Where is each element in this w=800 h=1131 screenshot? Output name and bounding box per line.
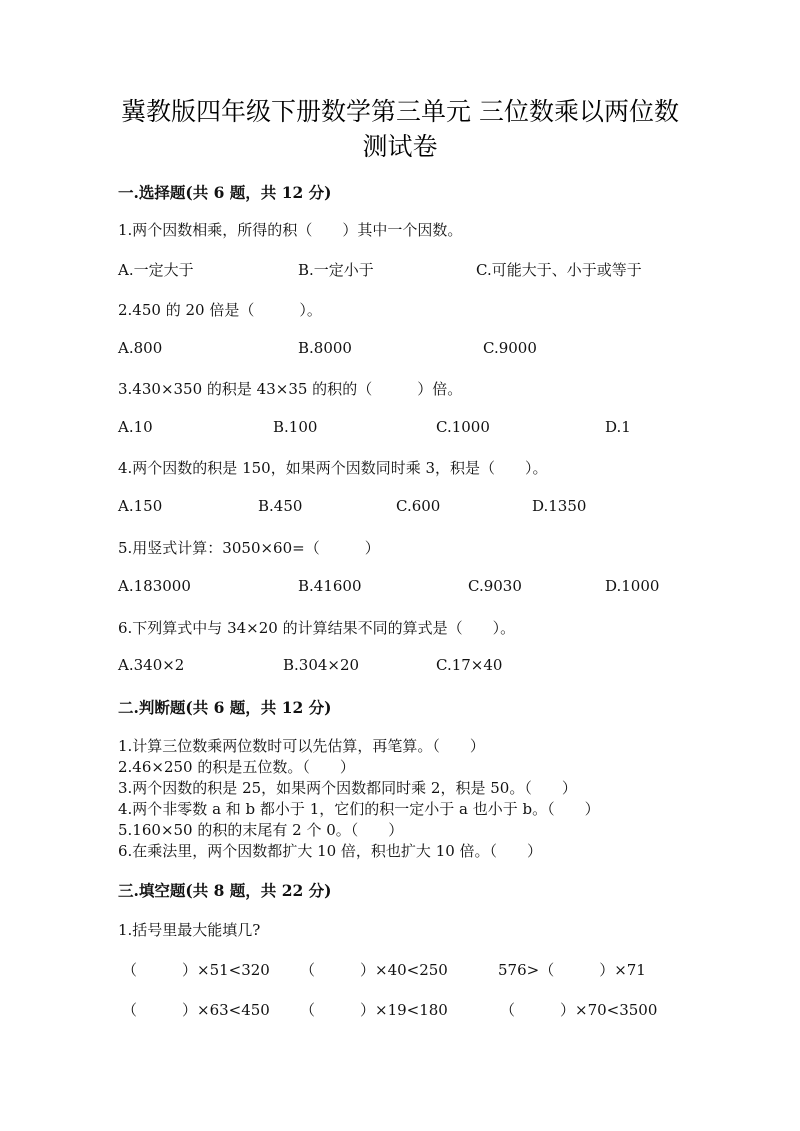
option-b: B.一定小于 [298, 261, 374, 279]
option-a: A.10 [118, 418, 153, 436]
question-text: 4.两个因数的积是 150，如果两个因数同时乘 3，积是（ ）。 [118, 459, 548, 477]
option-b: B.304×20 [283, 656, 360, 674]
section-heading-true-false: 二.判断题(共 6 题，共 12 分) [118, 698, 332, 717]
true-false-item: 6.在乘法里，两个因数都扩大 10 倍，积也扩大 10 倍。（ ） [118, 842, 543, 860]
option-a: A.340×2 [118, 656, 185, 674]
fill-blank-expression: （ ）×40<250 [300, 961, 448, 979]
option-d: D.1350 [532, 497, 587, 515]
option-c: C.1000 [436, 418, 490, 436]
option-c: C.可能大于、小于或等于 [476, 261, 642, 279]
section-heading-choice: 一.选择题(共 6 题，共 12 分) [118, 183, 332, 202]
option-c: C.17×40 [436, 656, 503, 674]
true-false-item: 5.160×50 的积的末尾有 2 个 0。（ ） [118, 821, 404, 839]
question-text: 1.两个因数相乘，所得的积（ ）其中一个因数。 [118, 221, 463, 239]
true-false-item: 4.两个非零数 a 和 b 都小于 1，它们的积一定小于 a 也小于 b。（ ） [118, 800, 600, 818]
option-a: A.150 [118, 497, 163, 515]
question-text: 5.用竖式计算：3050×60=（ ） [118, 539, 380, 557]
document-title-line1: 冀教版四年级下册数学第三单元 三位数乘以两位数 [121, 97, 679, 126]
option-c: C.9030 [468, 577, 522, 595]
question-text: 3.430×350 的积是 43×35 的积的（ ）倍。 [118, 380, 463, 398]
fill-blank-expression: （ ）×51<320 [122, 961, 270, 979]
true-false-item: 1.计算三位数乘两位数时可以先估算，再笔算。（ ） [118, 737, 485, 755]
fill-blank-expression: （ ）×70<3500 [500, 1001, 658, 1019]
option-a: A.800 [118, 339, 163, 357]
question-text: 6.下列算式中与 34×20 的计算结果不同的算式是（ ）。 [118, 619, 516, 637]
true-false-item: 2.46×250 的积是五位数。（ ） [118, 758, 355, 776]
fill-blank-expression: 576>（ ）×71 [498, 961, 646, 979]
option-c: C.9000 [483, 339, 537, 357]
fill-blank-expression: （ ）×63<450 [122, 1001, 270, 1019]
option-a: A.183000 [118, 577, 191, 595]
question-text: 1.括号里最大能填几? [118, 921, 261, 939]
option-c: C.600 [396, 497, 441, 515]
option-b: B.8000 [298, 339, 352, 357]
section-heading-fill-blank: 三.填空题(共 8 题，共 22 分) [118, 881, 332, 900]
option-b: B.450 [258, 497, 303, 515]
document-title-line2: 测试卷 [362, 132, 438, 161]
true-false-item: 3.两个因数的积是 25，如果两个因数都同时乘 2，积是 50。（ ） [118, 779, 577, 797]
option-a: A.一定大于 [118, 261, 194, 279]
option-b: B.100 [273, 418, 318, 436]
option-d: D.1 [605, 418, 631, 436]
option-b: B.41600 [298, 577, 362, 595]
question-text: 2.450 的 20 倍是（ ）。 [118, 301, 322, 319]
fill-blank-expression: （ ）×19<180 [300, 1001, 448, 1019]
option-d: D.1000 [605, 577, 660, 595]
